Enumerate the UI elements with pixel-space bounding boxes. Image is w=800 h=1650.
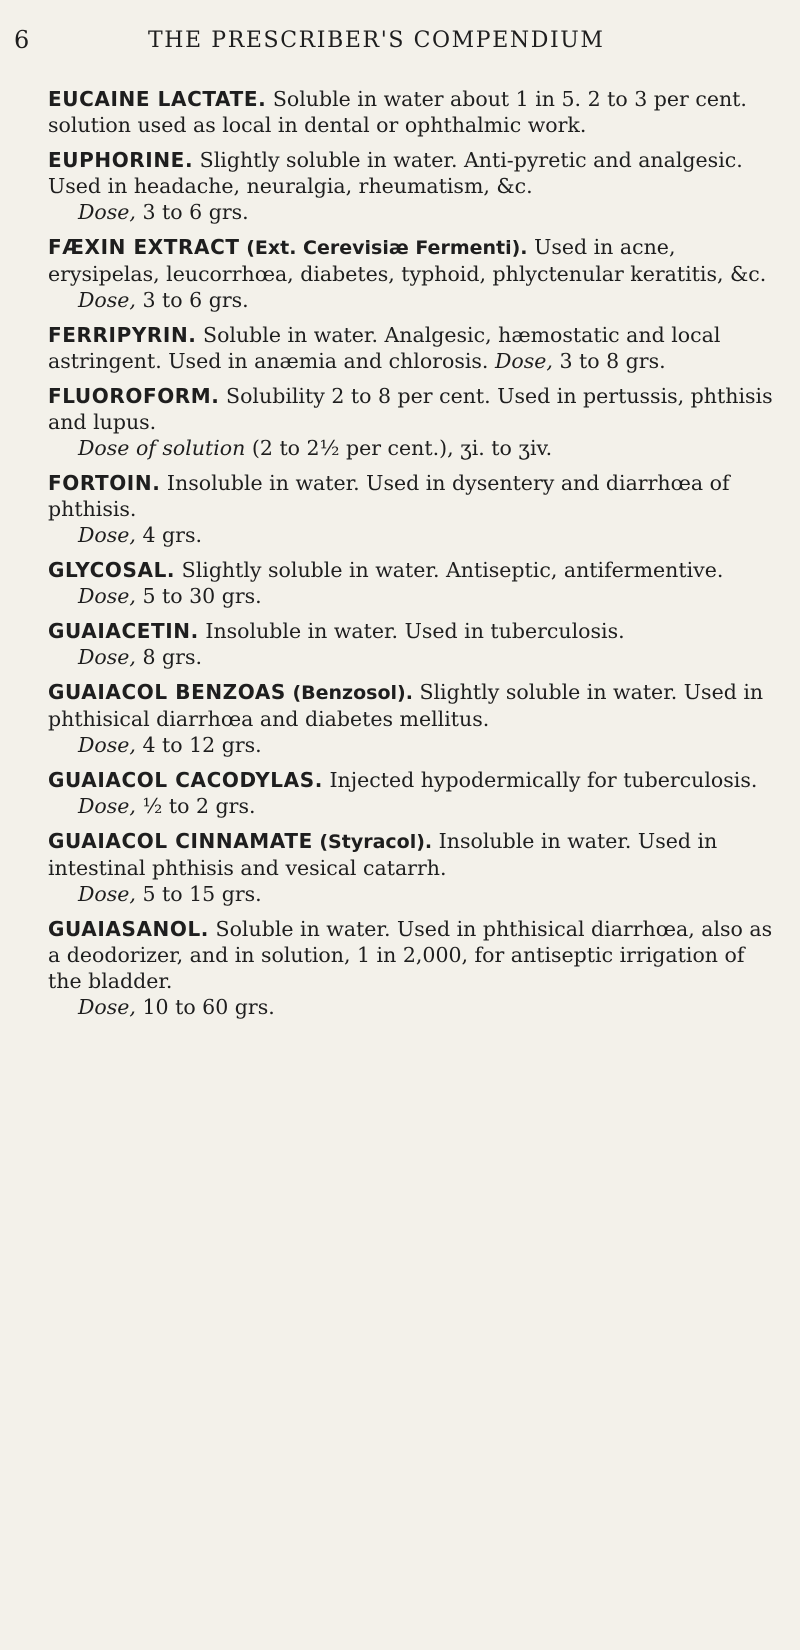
dictionary-entry (48, 618, 784, 670)
dose-value: 3 to 6 grs. (142, 288, 249, 312)
dose-label: Dose, (78, 288, 136, 312)
dictionary-entry (48, 828, 784, 907)
entry-term: FÆXIN EXTRACT (48, 235, 240, 259)
entry-dose (48, 732, 784, 758)
entry-term: GUAIACOL CACODYLAS. (48, 768, 323, 792)
entry-description: Insoluble in water. Used in intestinal phthisis and vesical catarrh. (48, 829, 718, 880)
entry-description: Insoluble in water. Used in dysentery and diarrhœa of phthisis. (48, 471, 730, 521)
entry-term: GUAIASANOL. (48, 917, 210, 941)
dictionary-entry (48, 147, 784, 225)
entry-term: EUPHORINE. (48, 148, 194, 172)
entry-description: Solubility 2 to 8 per cent. Used in pertussis, phthisis and lupus. (48, 384, 773, 434)
entry-dose (48, 793, 784, 819)
entry-description: Used in acne, erysipelas, leucorrhœa, diabetes, typhoid, phlyctenular keratitis, &c. (48, 235, 767, 286)
dose-label: Dose, (78, 794, 136, 818)
dictionary-entry (48, 322, 784, 374)
dose-label: Dose, (78, 733, 136, 757)
dose-label: Dose, (78, 584, 136, 608)
dictionary-entry (48, 470, 784, 548)
entry-dose (48, 522, 784, 548)
dose-value: 4 grs. (142, 523, 203, 547)
entry-description: Slightly soluble in water. Anti-pyretic and analgesic. Used in headache, neuralgia, rheumatism, &c. (48, 148, 743, 198)
entry-description: Injected hypodermically for tuberculosis. (329, 768, 758, 792)
dose-value: 3 to 8 grs. (559, 349, 666, 373)
entry-dose (48, 994, 784, 1020)
dose-value: (2 to 2½ per cent.), ʒi. to ʒiv. (251, 436, 553, 460)
dose-value: 3 to 6 grs. (142, 200, 249, 224)
dictionary-entry (48, 767, 784, 819)
dose-value: 10 to 60 grs. (142, 995, 275, 1019)
dictionary-entry (48, 679, 784, 758)
dose-label: Dose, (494, 349, 553, 373)
entry-dose (495, 349, 666, 373)
entry-dose (48, 644, 784, 670)
entry-synonym: (Styracol). (319, 831, 433, 853)
running-title: THE PRESCRIBER'S COMPENDIUM (148, 28, 605, 53)
entry-dose (48, 881, 784, 907)
dose-label: Dose, (78, 200, 136, 224)
running-header (0, 26, 800, 56)
entry-description: Soluble in water. Used in phthisical diarrhœa, also as a deodorizer, and in solution, 1 in 2,000, for antiseptic irrigation of the bladder. (48, 917, 773, 993)
page-number: 6 (14, 26, 31, 54)
dose-label: Dose, (78, 523, 136, 547)
dictionary-entry (48, 86, 784, 138)
entry-term: GUAIACETIN. (48, 619, 199, 643)
entry-description: Slightly soluble in water. Antiseptic, antifermentive. (181, 558, 724, 582)
entry-term: EUCAINE LACTATE. (48, 87, 267, 111)
entry-synonym: (Ext. Cerevisiæ Fermenti). (246, 237, 528, 259)
dictionary-entry (48, 916, 784, 1020)
entry-term: GUAIACOL BENZOAS (48, 680, 286, 704)
dose-value: 8 grs. (142, 645, 203, 669)
entry-description: Slightly soluble in water. Used in phthisical diarrhœa and diabetes mellitus. (48, 680, 764, 731)
dose-value: 4 to 12 grs. (142, 733, 262, 757)
dose-label: Dose, (78, 882, 136, 906)
entry-term: FERRIPYRIN. (48, 323, 197, 347)
dose-value: 5 to 30 grs. (142, 584, 262, 608)
entry-term: GLYCOSAL. (48, 558, 176, 582)
entry-dose (48, 199, 784, 225)
dictionary-entry (48, 234, 784, 313)
entry-dose (48, 287, 784, 313)
entry-term: FORTOIN. (48, 471, 161, 495)
dose-value: ½ to 2 grs. (142, 794, 256, 818)
entry-dose (48, 583, 784, 609)
dictionary-entry (48, 383, 784, 461)
entries-list (48, 86, 784, 1029)
entry-term: GUAIACOL CINNAMATE (48, 829, 313, 853)
dictionary-entry (48, 557, 784, 609)
entry-description: Soluble in water about 1 in 5. 2 to 3 per cent. solution used as local in dental or ophthalmic work. (48, 87, 747, 137)
dose-label: Dose, (78, 645, 136, 669)
dose-label: Dose, (78, 995, 136, 1019)
dose-label: Dose of solution (78, 436, 246, 460)
entry-term: FLUOROFORM. (48, 384, 220, 408)
entry-dose (48, 435, 784, 461)
entry-description: Insoluble in water. Used in tuberculosis. (205, 619, 625, 643)
entry-description: Soluble in water. Analgesic, hæmostatic and local astringent. Used in anæmia and chlorosis. (48, 323, 721, 373)
dose-value: 5 to 15 grs. (142, 882, 262, 906)
entry-synonym: (Benzosol). (292, 682, 413, 704)
